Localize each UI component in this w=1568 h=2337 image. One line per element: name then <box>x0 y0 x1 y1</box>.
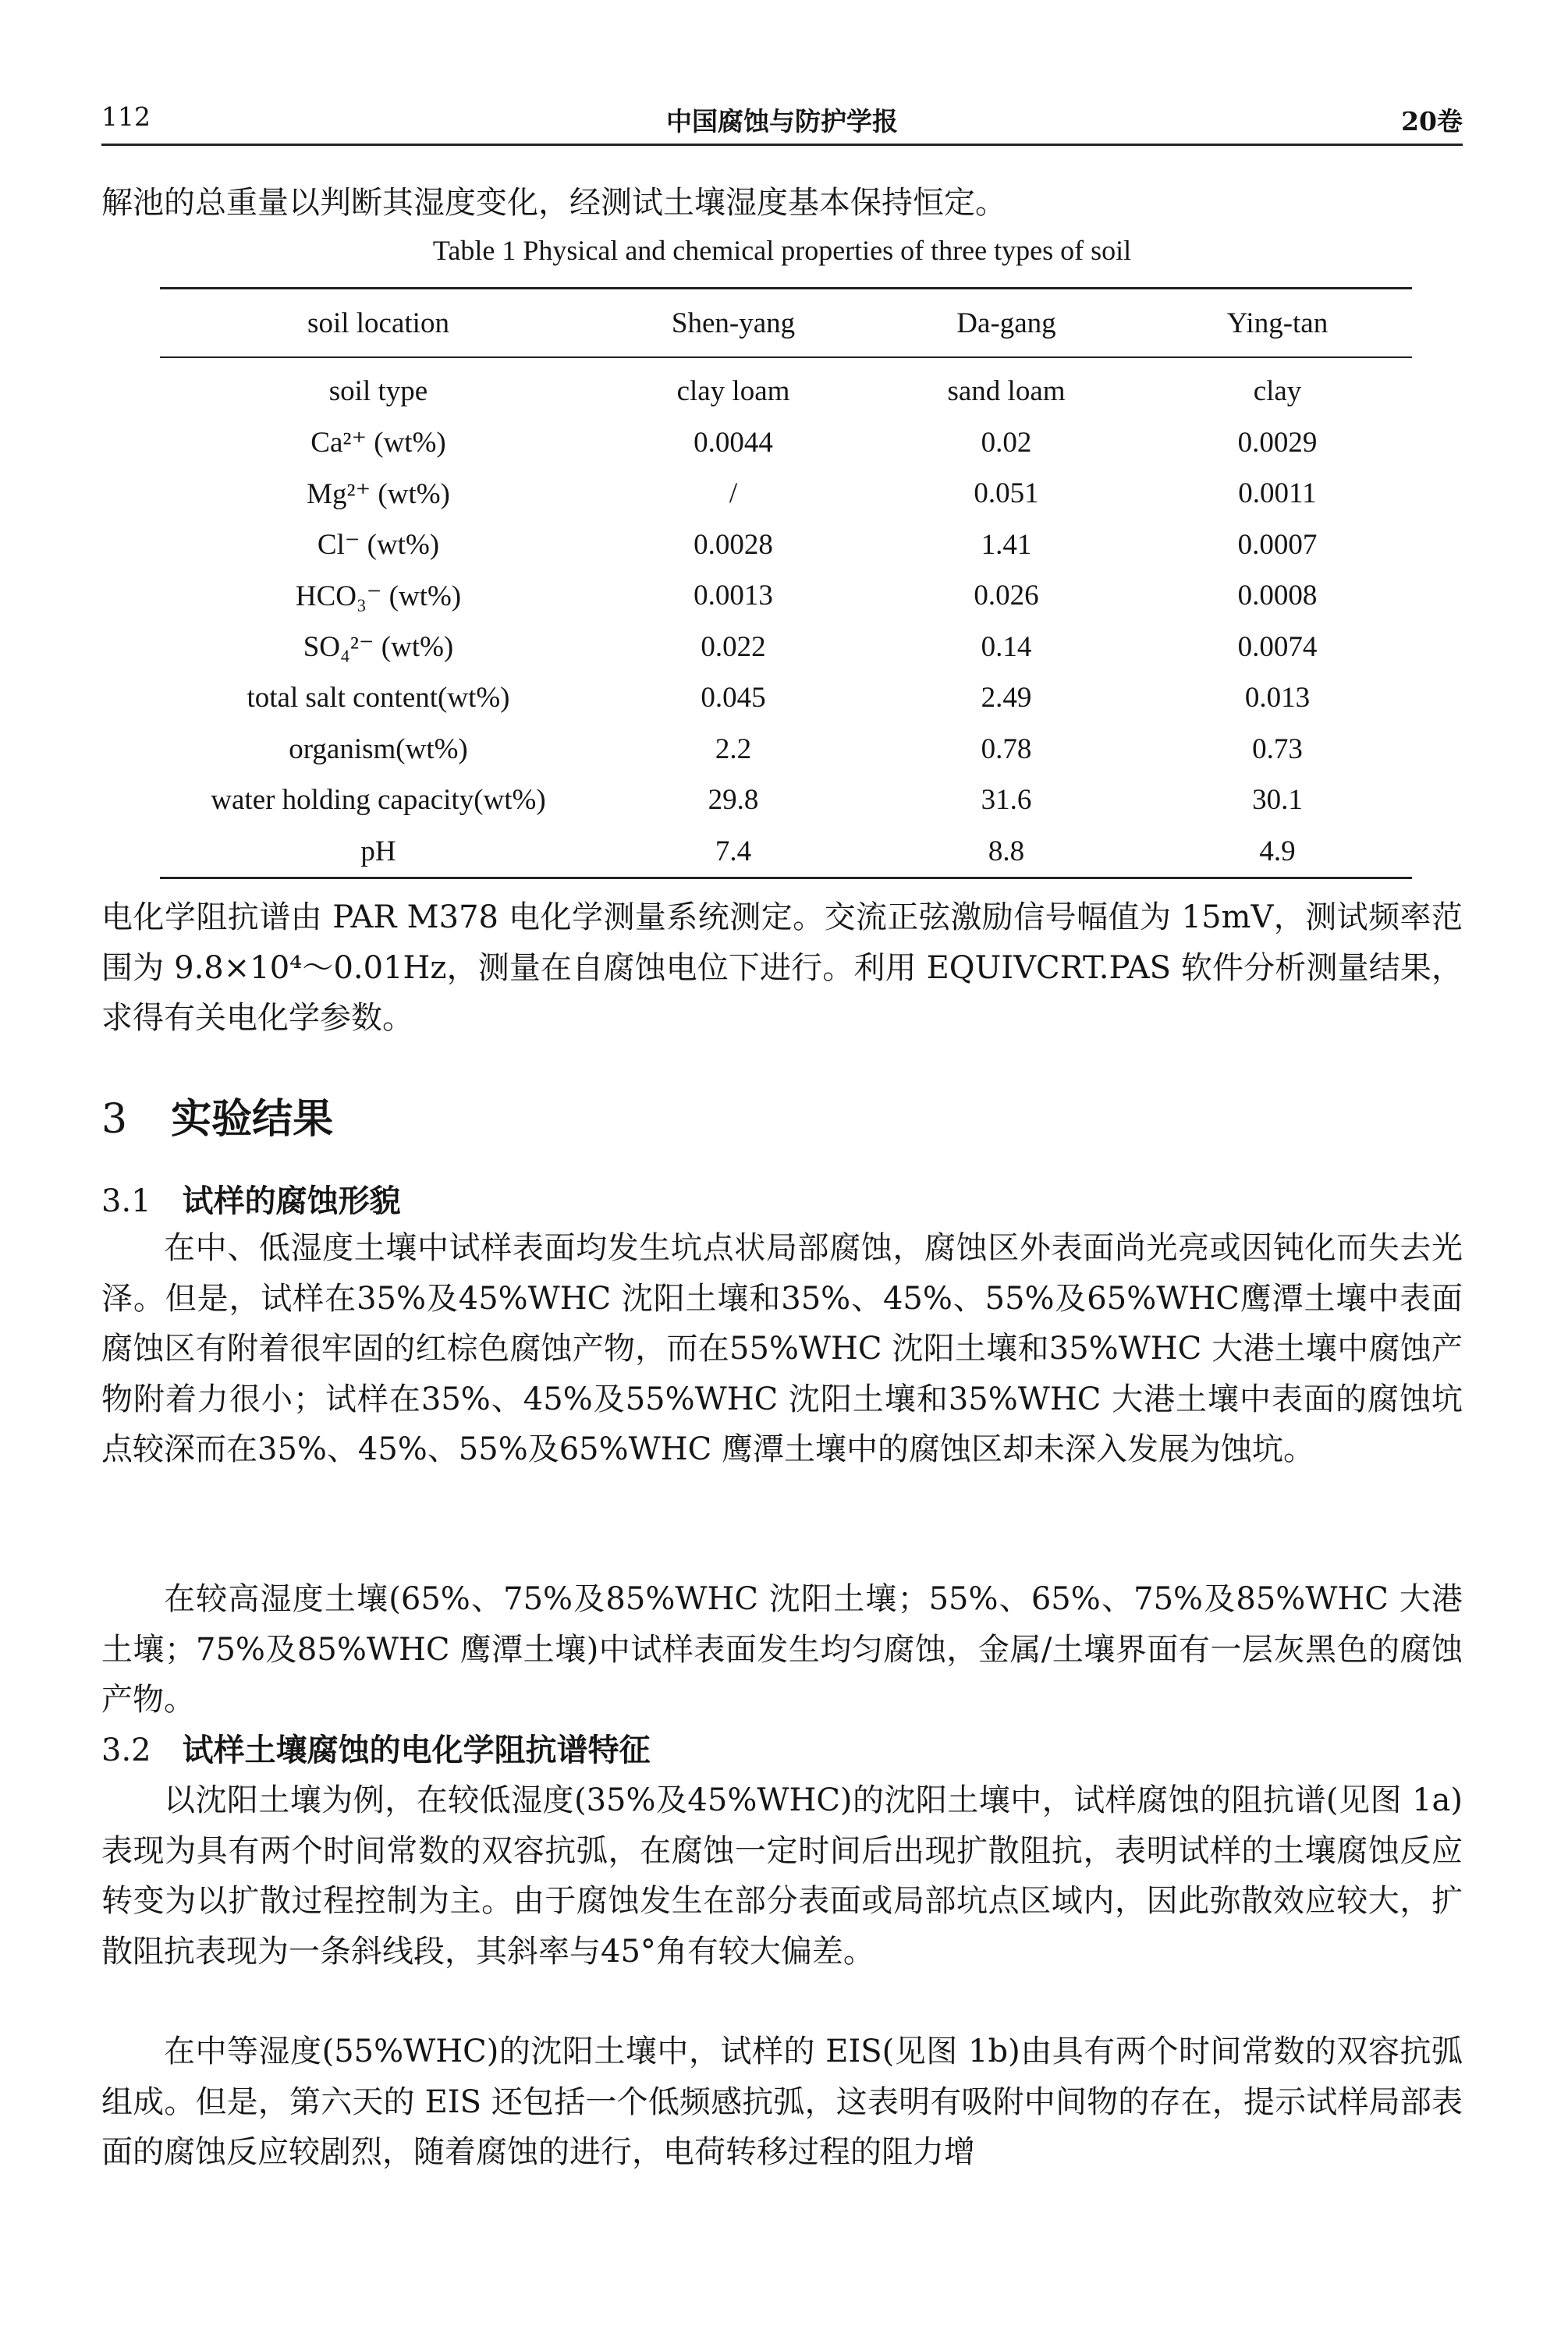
value-cell: 31.6 <box>981 784 1032 817</box>
method-paragraph: 电化学阻抗谱由 PAR M378 电化学测量系统测定。交流正弦激励信号幅值为 15mV，测试频率范围为 9.8×10⁴～0.01Hz，测量在自腐蚀电位下进行。利用 EQUIVCRT.PAS 软件分析测量结果，求得有关电化学参数。 <box>101 899 1463 1036</box>
value-cell: 0.0029 <box>1237 426 1318 459</box>
soil-properties-table <box>160 287 1412 879</box>
page-number: 112 <box>101 101 151 132</box>
row-label-cell: Cl⁻ (wt%) <box>317 529 440 562</box>
table-row <box>160 417 1412 469</box>
table-row <box>160 622 1412 673</box>
row-label-cell: water holding capacity(wt%) <box>211 784 546 817</box>
section-heading-3 <box>101 1086 333 1144</box>
paragraph-3-1-b: 在较高湿度土壤(65%、75%及85%WHC 沈阳土壤；55%、65%、75%及85%WHC 大港土壤；75%及85%WHC 鹰潭土壤)中试样表面发生均匀腐蚀，金属/土壤界面有一层灰黑色的腐蚀产物。 <box>101 1581 1463 1718</box>
value-cell: 0.045 <box>701 682 766 715</box>
value-cell: 8.8 <box>870 826 1143 878</box>
table-row <box>160 672 1412 724</box>
value-cell: 0.14 <box>981 630 1032 663</box>
section-title: 实验结果 <box>171 1095 334 1143</box>
subsection-heading-3-1 <box>101 1176 401 1221</box>
row-label-cell: Ca²⁺ (wt%) <box>310 427 446 459</box>
paragraph-3-2-b: 在中等湿度(55%WHC)的沈阳土壤中，试样的 EIS(见图 1b)由具有两个时间常数的双容抗弧组成。但是，第六天的 EIS 还包括一个低频感抗弧，这表明有吸附中间物的存在，提示试样局部表面的腐蚀反应较剧烈，随着腐蚀的进行，电荷转移过程的阻力增 <box>101 2034 1463 2170</box>
paragraph-3-1-a: 在中、低湿度土壤中试样表面均发生坑点状局部腐蚀，腐蚀区外表面尚光亮或因钝化而失去光泽。但是，试样在35%及45%WHC 沈阳土壤和35%、45%、55%及65%WHC鹰潭土壤中表面腐蚀区有附着很牢固的红棕色腐蚀产物，而在55%WHC 沈阳土壤和35%WHC 大港土壤中腐蚀产物附着力很小；试样在35%、45%及55%WHC 沈阳土壤和35%WHC 大港土壤中表面的腐蚀坑点较深而在35%、45%、55%及65%WHC 鹰潭土壤中的腐蚀区却未深入发展为蚀坑。 <box>101 1230 1463 1467</box>
value-cell: 29.8 <box>708 784 759 817</box>
value-cell: 0.0008 <box>1237 580 1318 612</box>
table-row <box>160 570 1412 622</box>
value-cell: 30.1 <box>1252 784 1303 817</box>
table-header-row <box>160 289 1412 358</box>
value-cell: 7.4 <box>597 826 870 878</box>
volume-label: 20卷 <box>1401 106 1463 137</box>
value-cell: 0.022 <box>701 630 766 663</box>
value-cell: 0.013 <box>1244 682 1311 715</box>
subsection-number: 3.2 <box>101 1732 151 1768</box>
column-header: Ying-tan <box>1143 289 1412 358</box>
value-cell: 0.026 <box>974 580 1039 612</box>
table-row <box>160 520 1412 571</box>
value-cell: 2.2 <box>715 732 752 765</box>
section-number: 3 <box>101 1096 128 1143</box>
table-body <box>160 357 1412 878</box>
row-label-cell: HCO₃⁻ (wt%) <box>295 580 462 612</box>
value-cell: 0.0028 <box>694 528 773 561</box>
subsection-number: 3.1 <box>101 1183 151 1219</box>
value-cell: 4.9 <box>1143 826 1412 878</box>
value-cell: 0.051 <box>974 477 1039 510</box>
journal-title: 中国腐蚀与防护学报 <box>666 106 898 137</box>
value-cell: 0.0013 <box>694 580 773 612</box>
table-row <box>160 775 1412 826</box>
table-row <box>160 357 1412 417</box>
value-cell: 0.0044 <box>694 426 773 459</box>
table-row <box>160 826 1412 878</box>
subsection-title: 试样土壤腐蚀的电化学阻抗谱特征 <box>182 1732 651 1768</box>
column-header: soil location <box>160 289 597 358</box>
table-row <box>160 724 1412 775</box>
value-cell: 0.02 <box>981 426 1032 459</box>
column-header: Da-gang <box>870 289 1143 358</box>
value-cell: 2.49 <box>981 682 1032 715</box>
row-label-cell: pH <box>160 826 597 878</box>
table-caption: Table 1 Physical and chemical properties of three types of soil <box>432 235 1132 266</box>
value-cell: clay loam <box>676 375 790 408</box>
subsection-heading-3-2 <box>101 1725 651 1770</box>
paragraph-3-2-a: 以沈阳土壤为例，在较低湿度(35%及45%WHC)的沈阳土壤中，试样腐蚀的阻抗谱(见图 1a)表现为具有两个时间常数的双容抗弧，在腐蚀一定时间后出现扩散阻抗，表明试样的土壤腐蚀反应转变为以扩散过程控制为主。由于腐蚀发生在部分表面或局部坑点区域内，因此弥散效应较大，扩散阻抗表现为一条斜线段，其斜率与45°角有较大偏差。 <box>101 1782 1463 1970</box>
value-cell: 0.78 <box>981 732 1032 765</box>
value-cell: 0.0074 <box>1237 630 1318 663</box>
value-cell: 0.0011 <box>1238 477 1317 510</box>
value-cell: 0.0007 <box>1237 528 1318 561</box>
running-header <box>101 95 1463 146</box>
column-header: Shen-yang <box>597 289 870 358</box>
subsection-title: 试样的腐蚀形貌 <box>182 1183 401 1219</box>
intro-line: 解池的总重量以判断其湿度变化，经测试土壤湿度基本保持恒定。 <box>101 185 1006 221</box>
row-label-cell: soil type <box>328 375 428 408</box>
row-label-cell: SO₄²⁻ (wt%) <box>303 631 454 664</box>
value-cell: sand loam <box>947 375 1066 408</box>
value-cell: 1.41 <box>981 528 1032 561</box>
row-label-cell: total salt content(wt%) <box>247 682 510 715</box>
row-label-cell: Mg²⁺ (wt%) <box>307 477 450 510</box>
row-label-cell: organism(wt%) <box>289 732 468 765</box>
value-cell: 0.73 <box>1252 732 1303 765</box>
value-cell: clay <box>1253 375 1302 408</box>
value-cell: / <box>729 477 738 510</box>
table-row <box>160 468 1412 520</box>
